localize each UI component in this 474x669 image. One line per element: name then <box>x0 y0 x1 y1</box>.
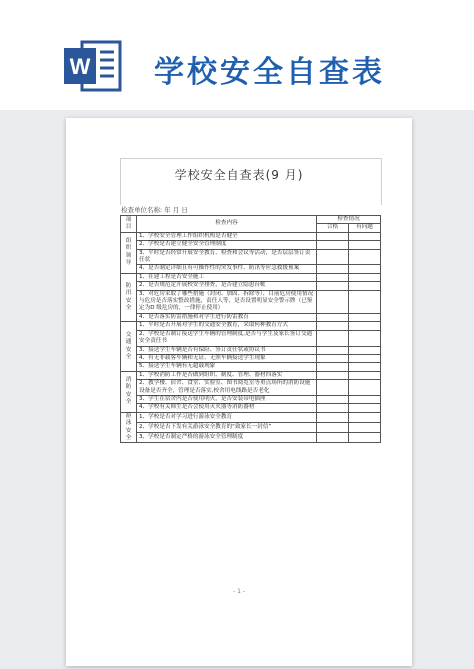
issue-cell[interactable] <box>349 241 381 249</box>
pass-cell[interactable] <box>317 232 349 240</box>
pass-cell[interactable] <box>317 371 349 379</box>
pass-cell[interactable] <box>317 354 349 362</box>
issue-cell[interactable] <box>349 330 381 346</box>
check-item: 1、学校是否对学习进行游泳安全教育 <box>137 412 317 422</box>
issue-cell[interactable] <box>349 249 381 265</box>
page-number: - 1 - <box>233 588 245 595</box>
table-row <box>121 322 381 330</box>
check-item: 3、接送学生车辆是否有保险、签订责任状或协议书 <box>137 346 317 354</box>
table-row <box>121 422 381 432</box>
table-row <box>121 265 381 273</box>
table-row <box>121 249 381 265</box>
check-item: 1、在建工程是否安全施工 <box>137 273 317 281</box>
header-project: 项目 <box>121 216 137 233</box>
pass-cell[interactable] <box>317 346 349 354</box>
table-row <box>121 346 381 354</box>
issue-cell[interactable] <box>349 346 381 354</box>
check-item: 4、学校有关师生是否会使用灭火器等消防器材 <box>137 404 317 412</box>
issue-cell[interactable] <box>349 354 381 362</box>
category-cell: 防汛安全 <box>121 273 137 321</box>
issue-cell[interactable] <box>349 232 381 240</box>
table-row <box>121 380 381 396</box>
category-cell: 消防安全 <box>121 371 137 412</box>
issue-cell[interactable] <box>349 422 381 432</box>
check-item: 2、学校是否制订接送学生车辆的管理制度,是否与学生及家长签订交通安全责任书 <box>137 330 317 346</box>
table-row <box>121 330 381 346</box>
pass-cell[interactable] <box>317 313 349 321</box>
table-row <box>121 404 381 412</box>
document-banner <box>0 0 474 110</box>
issue-cell[interactable] <box>349 380 381 396</box>
issue-cell[interactable] <box>349 282 381 290</box>
check-item: 3、对危房采取了哪些措施（封闭、加固、拆除等），目前危房使用情况与危房是否落实整改措施，责任人等，是否设置明显安全警示牌（已鉴定为D 级危房的，一律停止使用） <box>137 290 317 313</box>
pass-cell[interactable] <box>317 380 349 396</box>
pass-cell[interactable] <box>317 422 349 432</box>
check-item: 2、教学楼、宿舍、食堂、实验室、图书阅览室等重点场所的消防设施设备是否齐全，管理是否落实,校舍用电线路是否老化 <box>137 380 317 396</box>
table-row <box>121 363 381 371</box>
table-row <box>121 313 381 321</box>
issue-cell[interactable] <box>349 433 381 443</box>
check-item: 4、是否落实防雷措施和对学生进行防雷教育 <box>137 313 317 321</box>
pass-cell[interactable] <box>317 265 349 273</box>
check-item: 2、是否规范定开展校安全排查，是否建立隐患台帐 <box>137 282 317 290</box>
pass-cell[interactable] <box>317 282 349 290</box>
header-content: 检查内容 <box>137 216 317 233</box>
banner-title: 学校安全自查表 <box>154 55 385 90</box>
check-item: 5、接送学生车辆有无超载现象 <box>137 363 317 371</box>
check-item: 4、有无非载客车辆和无证、无照车辆接送学生现象 <box>137 354 317 362</box>
issue-cell[interactable] <box>349 395 381 403</box>
issue-cell[interactable] <box>349 290 381 313</box>
check-item: 3、平时是否经常开展安全教育、检查和会议等活动，是否层层签订责任状 <box>137 249 317 265</box>
issue-cell[interactable] <box>349 371 381 379</box>
issue-cell[interactable] <box>349 412 381 422</box>
check-item: 3、学校是否制定严格的游泳安全管理制度 <box>137 433 317 443</box>
pass-cell[interactable] <box>317 330 349 346</box>
check-item: 1、学校安全管理工作组织机构是否健全 <box>137 232 317 240</box>
pass-cell[interactable] <box>317 363 349 371</box>
check-item: 1、平时是否开展对学生的交通安全教育，采取何种教育方式 <box>137 322 317 330</box>
table-row <box>121 412 381 422</box>
table-row <box>121 290 381 313</box>
issue-cell[interactable] <box>349 363 381 371</box>
issue-cell[interactable] <box>349 322 381 330</box>
category-cell: 游泳安全 <box>121 412 137 443</box>
check-item: 4、是否制定详细且有可操作性的突发事件、防汛等应急救援预案 <box>137 265 317 273</box>
table-row <box>121 354 381 362</box>
safety-checklist-table <box>120 215 381 443</box>
table-row <box>121 371 381 379</box>
issue-cell[interactable] <box>349 265 381 273</box>
pass-cell[interactable] <box>317 404 349 412</box>
pass-cell[interactable] <box>317 433 349 443</box>
table-row <box>121 232 381 240</box>
check-item: 2、学校是否建立健全安全管理制度 <box>137 241 317 249</box>
pass-cell[interactable] <box>317 241 349 249</box>
table-row <box>121 241 381 249</box>
table-row <box>121 282 381 290</box>
header-status: 检查情况 <box>317 216 381 224</box>
pass-cell[interactable] <box>317 273 349 281</box>
header-issue: 有问题 <box>349 224 381 232</box>
word-document-icon <box>60 38 126 94</box>
word-logo-letter: W <box>69 54 91 79</box>
inspection-unit-line: 检查单位名称: 年 月 日 <box>121 206 188 214</box>
category-cell: 交通安全 <box>121 322 137 371</box>
check-item: 2、学校是否下发有关游泳安全教育的“致家长一封信” <box>137 422 317 432</box>
issue-cell[interactable] <box>349 273 381 281</box>
document-page <box>66 118 412 666</box>
document-title: 学校安全自查表(9 月) <box>174 168 304 182</box>
header-pass: 合格 <box>317 224 349 232</box>
table-row <box>121 395 381 403</box>
pass-cell[interactable] <box>317 249 349 265</box>
pass-cell[interactable] <box>317 395 349 403</box>
category-cell: 组织领导 <box>121 232 137 273</box>
pass-cell[interactable] <box>317 322 349 330</box>
pass-cell[interactable] <box>317 412 349 422</box>
check-item: 1、学校消防工作是否做到组织、制度、管理、器材四落实 <box>137 371 317 379</box>
issue-cell[interactable] <box>349 313 381 321</box>
check-item: 3、学生在宿舍内是否使用明火，是否安装带电插座 <box>137 395 317 403</box>
pass-cell[interactable] <box>317 290 349 313</box>
issue-cell[interactable] <box>349 404 381 412</box>
table-row <box>121 273 381 281</box>
table-row <box>121 433 381 443</box>
